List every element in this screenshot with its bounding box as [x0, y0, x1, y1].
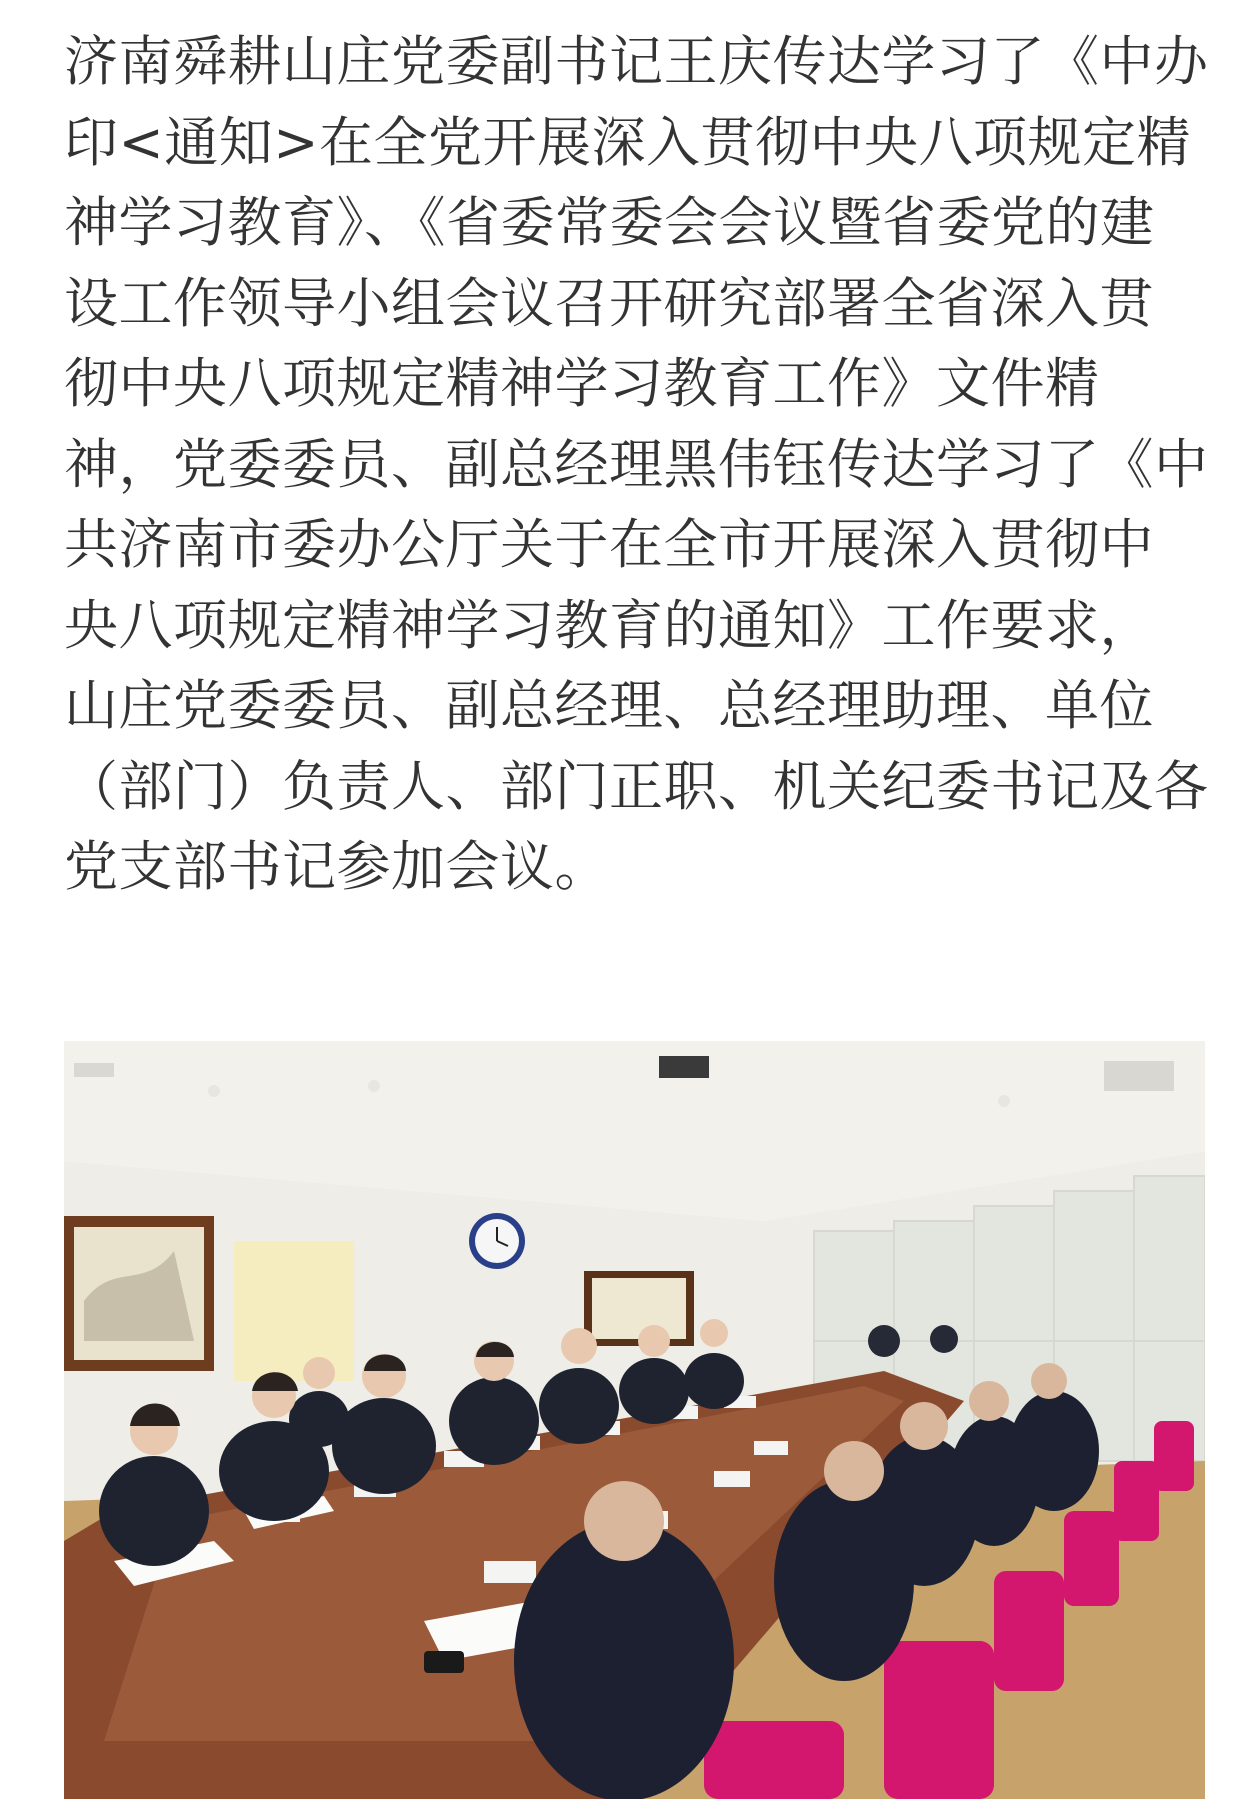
paragraph-line: 党支部书记参加会议。 — [64, 835, 609, 898]
paragraph-line: 山庄党委委员、副总经理、总经理助理、单位 — [64, 674, 1154, 737]
paragraph-line: 济南舜耕山庄党委副书记王庆传达学习了《中办 — [64, 30, 1209, 93]
paragraph-line: 央八项规定精神学习教育的通知》工作要求， — [64, 593, 1154, 657]
paragraph-line: 彻中央八项规定精神学习教育工作》文件精 — [64, 352, 1100, 415]
meeting-photo — [64, 1041, 1205, 1799]
meeting-room-illustration — [64, 1041, 1205, 1799]
paragraph-line: 神学习教育》、《省委常委会会议暨省委党的建 — [64, 191, 1155, 254]
paragraph-line: 设工作领导小组会议召开研究部署全省深入贯 — [64, 271, 1154, 335]
paragraph-line: 神，党委委员、副总经理黑伟钰传达学习了《中 — [64, 432, 1209, 496]
article-body — [64, 22, 1209, 908]
paragraph-line: 共济南市委办公厅关于在全市开展深入贯彻中 — [64, 513, 1154, 576]
paragraph-line: 印<通知>在全党开展深入贯彻中央八项规定精 — [64, 110, 1191, 174]
paragraph-line: （部门）负责人、部门正职、机关纪委书记及各 — [64, 754, 1209, 818]
